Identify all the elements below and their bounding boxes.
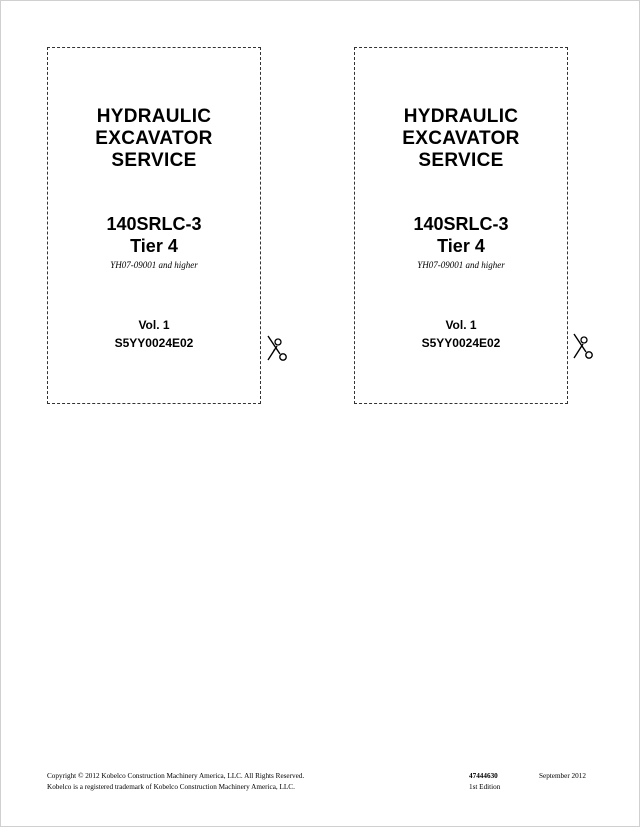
cover-title bbox=[48, 106, 260, 172]
model-block bbox=[48, 213, 260, 257]
serial-range: YH07-09001 and higher bbox=[110, 260, 198, 270]
model-block bbox=[355, 213, 567, 257]
tier-label: Tier 4 bbox=[437, 236, 485, 256]
cover-card-left bbox=[47, 47, 261, 404]
title-line: SERVICE bbox=[111, 150, 197, 171]
part-number: 47444630 bbox=[469, 772, 498, 780]
title-line: HYDRAULIC bbox=[96, 106, 212, 127]
title-line: SERVICE bbox=[418, 150, 504, 171]
cover-card-right bbox=[354, 47, 568, 404]
scissors-icon bbox=[571, 332, 595, 362]
part-code: S5YY0024E02 bbox=[421, 336, 501, 350]
volume-label: Vol. 1 bbox=[138, 318, 170, 332]
model-name: 140SRLC-3 bbox=[413, 214, 509, 234]
trademark-text: Kobelco is a registered trademark of Kobelco Construction Machinery America, LLC. bbox=[47, 783, 295, 791]
title-line: EXCAVATOR bbox=[402, 128, 520, 149]
title-line: EXCAVATOR bbox=[95, 128, 213, 149]
part-code: S5YY0024E02 bbox=[114, 336, 194, 350]
edition-label: 1st Edition bbox=[469, 783, 501, 791]
footer-part bbox=[469, 771, 500, 793]
cover-title bbox=[355, 106, 567, 172]
serial-range: YH07-09001 and higher bbox=[417, 260, 505, 270]
footer-legal bbox=[47, 771, 304, 793]
title-line: HYDRAULIC bbox=[403, 106, 519, 127]
footer-date: September 2012 bbox=[539, 772, 586, 780]
model-name: 140SRLC-3 bbox=[106, 214, 202, 234]
volume-block bbox=[48, 316, 260, 352]
tier-label: Tier 4 bbox=[130, 236, 178, 256]
volume-block bbox=[355, 316, 567, 352]
copyright-text: Copyright © 2012 Kobelco Construction Machinery America, LLC. All Rights Reserved. bbox=[47, 772, 305, 780]
scissors-icon bbox=[265, 334, 289, 364]
volume-label: Vol. 1 bbox=[445, 318, 477, 332]
